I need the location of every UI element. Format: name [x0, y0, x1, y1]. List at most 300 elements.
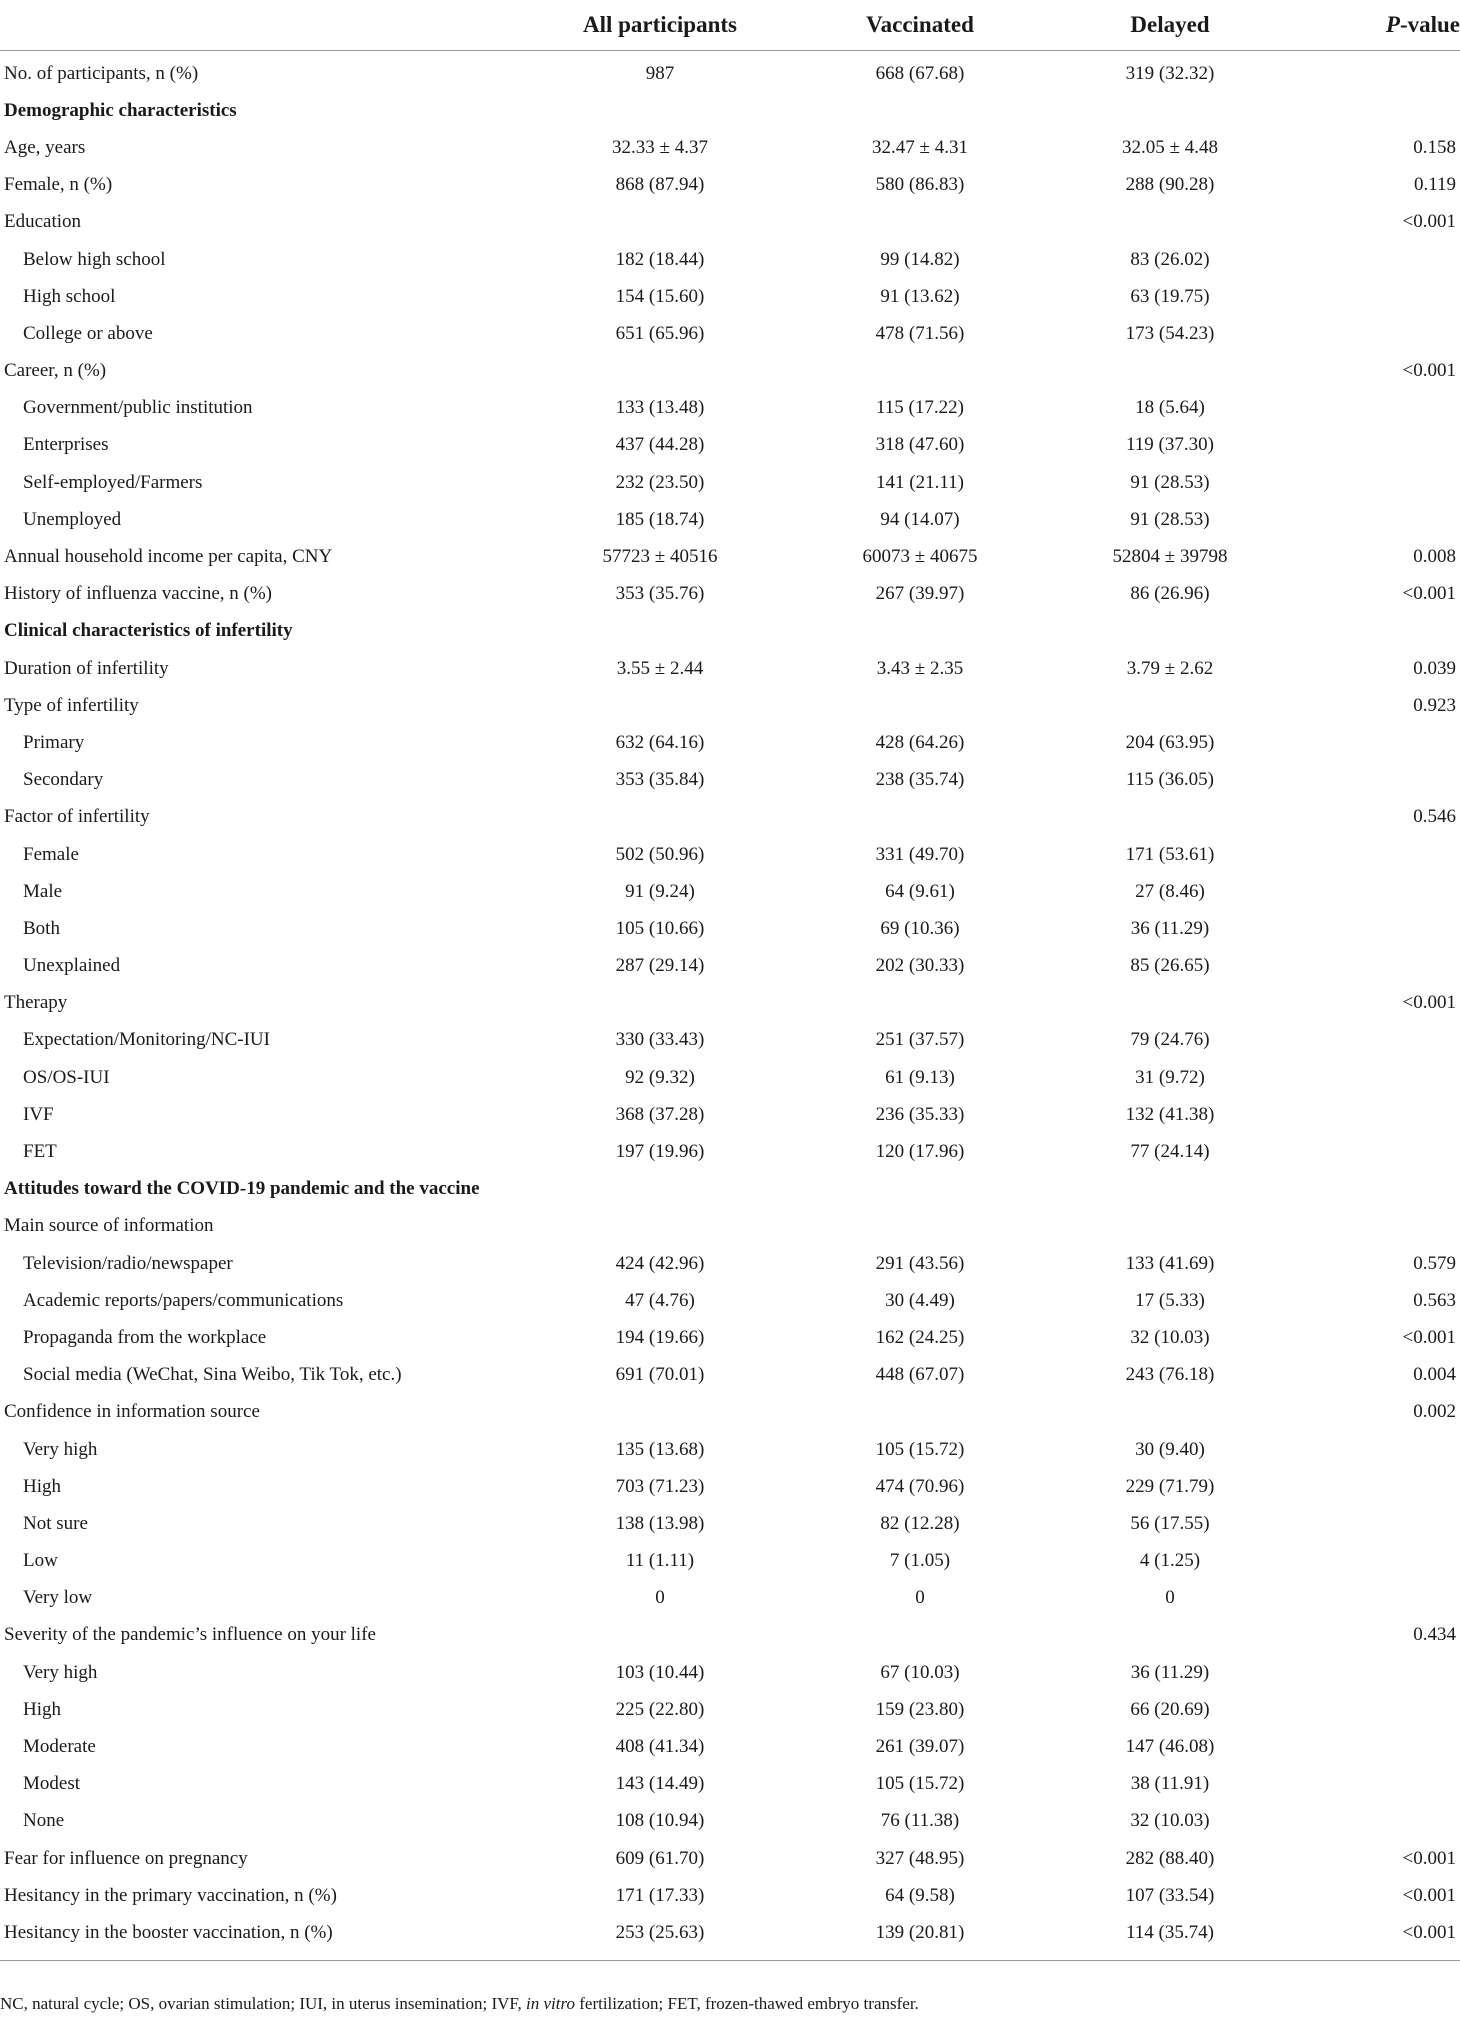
cell-delayed: 4 (1.25) [1139, 1550, 1201, 1572]
cell-vaccinated: 202 (30.33) [875, 955, 965, 977]
table-row [0, 129, 1460, 166]
cell-all-participants: 47 (4.76) [625, 1289, 695, 1311]
cell-vaccinated: 159 (23.80) [875, 1698, 965, 1720]
section-title: Demographic characteristics [4, 99, 237, 121]
cell-all-participants: 287 (29.14) [615, 955, 705, 977]
cell-vaccinated: 7 (1.05) [889, 1550, 951, 1572]
table-row [0, 1691, 1460, 1728]
cell-delayed [1045, 1208, 1295, 1245]
row-label: Confidence in information source [4, 1401, 260, 1423]
cell-p-value [1295, 1059, 1460, 1096]
cell-all-participants: 57723 ± 40516 [602, 546, 718, 568]
cell-all-participants: 225 (22.80) [615, 1698, 705, 1720]
table-row [0, 353, 1460, 390]
cell-delayed: 132 (41.38) [1125, 1103, 1215, 1125]
cell-p-value: 0.039 [1413, 657, 1456, 679]
table-row [0, 1617, 1460, 1654]
row-label: Hesitancy in the booster vaccination, n (%) [0, 1914, 525, 1960]
cell-delayed [1045, 799, 1295, 836]
table-row [0, 315, 1460, 352]
table-row [0, 1319, 1460, 1356]
cell-vaccinated [795, 1208, 1045, 1245]
table-row [0, 501, 1460, 538]
cell-all-participants: 3.55 ± 2.44 [616, 657, 704, 679]
cell-all-participants: 11 (1.11) [625, 1550, 695, 1572]
cell-p-value: <0.001 [1402, 992, 1456, 1014]
table-row [0, 427, 1460, 464]
cell-delayed [1045, 985, 1295, 1022]
table-row [0, 724, 1460, 761]
row-label: Very high [23, 1661, 98, 1683]
cell-vaccinated: 474 (70.96) [875, 1475, 965, 1497]
cell-p-value [1295, 873, 1460, 910]
cell-delayed [1045, 353, 1295, 390]
header-label [0, 0, 525, 51]
cell-vaccinated: 428 (64.26) [875, 731, 965, 753]
cell-all-participants: 92 (9.32) [625, 1066, 695, 1088]
header-vaccinated: Vaccinated [795, 0, 1045, 51]
cell-all-participants: 353 (35.76) [615, 583, 705, 605]
cell-vaccinated [795, 1617, 1045, 1654]
cell-all-participants [525, 985, 795, 1022]
footnote-italic: in vitro [526, 1994, 575, 2013]
cell-vaccinated: 580 (86.83) [875, 174, 965, 196]
cell-delayed [1045, 1394, 1295, 1431]
cell-p-value: <0.001 [1402, 1847, 1456, 1869]
cell-p-value: 0.563 [1413, 1289, 1456, 1311]
cell-all-participants [525, 353, 795, 390]
cell-all-participants: 408 (41.34) [615, 1736, 705, 1758]
row-label: Age, years [4, 136, 86, 158]
table-row [0, 1282, 1460, 1319]
cell-vaccinated: 0 [915, 1587, 925, 1609]
cell-all-participants: 703 (71.23) [615, 1475, 705, 1497]
cell-vaccinated: 162 (24.25) [875, 1326, 965, 1348]
table-row [0, 390, 1460, 427]
cell-delayed: 3.79 ± 2.62 [1126, 657, 1214, 679]
cell-vaccinated [795, 204, 1045, 241]
row-label: Not sure [23, 1512, 88, 1534]
cell-delayed: 85 (26.65) [1130, 955, 1210, 977]
cell-p-value [1295, 1766, 1460, 1803]
cell-all-participants: 108 (10.94) [615, 1810, 705, 1832]
table-row [0, 1096, 1460, 1133]
cell-delayed: 32 (10.03) [1130, 1326, 1210, 1348]
cell-vaccinated: 67 (10.03) [880, 1661, 960, 1683]
cell-vaccinated: 668 (67.68) [875, 62, 965, 84]
table-row [0, 1357, 1460, 1394]
cell-p-value [1295, 762, 1460, 799]
cell-vaccinated: 251 (37.57) [875, 1029, 965, 1051]
cell-delayed: 18 (5.64) [1135, 397, 1205, 419]
table-row [0, 1580, 1460, 1617]
cell-delayed: 36 (11.29) [1130, 917, 1210, 939]
cell-p-value [1295, 1728, 1460, 1765]
table-row [0, 687, 1460, 724]
cell-p-value [1295, 1654, 1460, 1691]
cell-p-value [1295, 836, 1460, 873]
header-p-italic: P [1385, 12, 1400, 37]
row-label: Hesitancy in the primary vaccination, n (%) [4, 1884, 337, 1906]
section-header-row [0, 92, 1460, 129]
cell-delayed: 119 (37.30) [1126, 434, 1214, 456]
cell-p-value: <0.001 [1295, 1914, 1460, 1960]
row-label: OS/OS-IUI [23, 1066, 110, 1088]
cell-all-participants: 868 (87.94) [615, 174, 705, 196]
row-label: Moderate [23, 1736, 96, 1758]
cell-vaccinated: 99 (14.82) [880, 248, 960, 270]
cell-delayed: 32 (10.03) [1130, 1810, 1210, 1832]
cell-p-value [1295, 1543, 1460, 1580]
cell-p-value [1295, 464, 1460, 501]
cell-vaccinated: 94 (14.07) [880, 508, 960, 530]
table-footnote [0, 1994, 1460, 2014]
cell-all-participants: 502 (50.96) [615, 843, 705, 865]
cell-delayed [1045, 687, 1295, 724]
cell-delayed: 115 (36.05) [1126, 769, 1214, 791]
cell-vaccinated: 120 (17.96) [875, 1141, 965, 1163]
cell-p-value: 0.008 [1413, 546, 1456, 568]
header-delayed: Delayed [1045, 0, 1295, 51]
cell-all-participants: 253 (25.63) [525, 1914, 795, 1960]
row-label: Self-employed/Farmers [23, 471, 203, 493]
cell-delayed: 83 (26.02) [1130, 248, 1210, 270]
footnote-text-a: NC, natural cycle; OS, ovarian stimulation; IUI, in uterus insemination; IVF, [0, 1994, 527, 2013]
cell-vaccinated: 105 (15.72) [875, 1438, 965, 1460]
cell-delayed: 171 (53.61) [1125, 843, 1215, 865]
cell-all-participants: 232 (23.50) [615, 471, 705, 493]
row-label: Main source of information [4, 1215, 214, 1237]
cell-p-value: 0.158 [1413, 136, 1456, 158]
table-row [0, 1394, 1460, 1431]
cell-p-value [1295, 1431, 1460, 1468]
cell-all-participants: 182 (18.44) [615, 248, 705, 270]
cell-delayed: 133 (41.69) [1125, 1252, 1215, 1274]
row-label: Primary [23, 731, 85, 753]
row-label: Academic reports/papers/communications [23, 1289, 344, 1311]
cell-all-participants: 91 (9.24) [625, 880, 695, 902]
footnote-text-b: fertilization; FET, frozen-thawed embryo transfer. [574, 1994, 919, 2013]
table-row [0, 464, 1460, 501]
cell-delayed: 32.05 ± 4.48 [1122, 136, 1218, 158]
row-label: High school [23, 285, 116, 307]
cell-delayed: 63 (19.75) [1130, 285, 1210, 307]
row-label: FET [23, 1141, 57, 1163]
cell-vaccinated: 478 (71.56) [875, 322, 965, 344]
row-label: Below high school [23, 248, 166, 270]
cell-delayed: 229 (71.79) [1125, 1475, 1215, 1497]
cell-all-participants: 0 [655, 1587, 665, 1609]
cell-p-value: 0.119 [1413, 174, 1456, 196]
cell-delayed: 288 (90.28) [1125, 174, 1215, 196]
row-label: Education [4, 211, 82, 233]
row-label: None [23, 1810, 65, 1832]
cell-vaccinated [795, 985, 1045, 1022]
cell-all-participants [525, 204, 795, 241]
cell-p-value: 0.579 [1413, 1252, 1456, 1274]
table-row [0, 1728, 1460, 1765]
cell-vaccinated: 318 (47.60) [875, 434, 965, 456]
row-label: Very high [23, 1438, 98, 1460]
header-row [0, 0, 1460, 51]
table-header [0, 0, 1460, 51]
cell-vaccinated: 236 (35.33) [875, 1103, 965, 1125]
cell-p-value [1295, 501, 1460, 538]
table-row [0, 576, 1460, 613]
cell-all-participants: 138 (13.98) [615, 1512, 705, 1534]
cell-p-value [1295, 1208, 1460, 1245]
cell-vaccinated: 82 (12.28) [880, 1512, 960, 1534]
cell-p-value [1295, 51, 1460, 93]
table-row [0, 1505, 1460, 1542]
header-p-rest: -value [1399, 12, 1460, 37]
row-label: Propaganda from the workplace [23, 1326, 267, 1348]
cell-p-value: <0.001 [1402, 1884, 1456, 1906]
cell-all-participants [525, 1394, 795, 1431]
cell-vaccinated: 331 (49.70) [875, 843, 965, 865]
cell-all-participants: 32.33 ± 4.37 [612, 136, 708, 158]
cell-vaccinated [795, 687, 1045, 724]
row-label: Therapy [4, 992, 68, 1014]
cell-p-value [1295, 1505, 1460, 1542]
row-label: Male [23, 880, 63, 902]
cell-delayed: 79 (24.76) [1130, 1029, 1210, 1051]
cell-vaccinated: 61 (9.13) [885, 1066, 955, 1088]
header-p-value [1295, 0, 1460, 51]
table-row [0, 1654, 1460, 1691]
table-row [0, 1803, 1460, 1840]
header-all-participants: All participants [525, 0, 795, 51]
cell-delayed: 173 (54.23) [1125, 322, 1215, 344]
table-row [0, 1543, 1460, 1580]
table-row [0, 873, 1460, 910]
table-row [0, 799, 1460, 836]
table-row [0, 167, 1460, 204]
row-label: Female [23, 843, 79, 865]
row-label: Severity of the pandemic’s influence on your life [4, 1624, 376, 1646]
table-row [0, 762, 1460, 799]
cell-vaccinated: 69 (10.36) [880, 917, 960, 939]
cell-delayed: 204 (63.95) [1125, 731, 1215, 753]
cell-p-value [1295, 315, 1460, 352]
table-row [0, 538, 1460, 575]
cell-delayed: 30 (9.40) [1135, 1438, 1205, 1460]
row-label: Television/radio/newspaper [23, 1252, 233, 1274]
cell-all-participants [525, 687, 795, 724]
cell-p-value [1295, 1468, 1460, 1505]
cell-p-value [1295, 1133, 1460, 1170]
table-row [0, 1059, 1460, 1096]
row-label: Fear for influence on pregnancy [4, 1847, 248, 1869]
cell-vaccinated: 291 (43.56) [875, 1252, 965, 1274]
cell-delayed: 282 (88.40) [1125, 1847, 1215, 1869]
cell-vaccinated: 3.43 ± 2.35 [876, 657, 964, 679]
cell-delayed: 27 (8.46) [1135, 880, 1205, 902]
cell-p-value: 0.923 [1413, 694, 1456, 716]
cell-p-value: 0.004 [1413, 1364, 1456, 1386]
cell-delayed: 91 (28.53) [1130, 471, 1210, 493]
cell-delayed: 77 (24.14) [1130, 1141, 1210, 1163]
cell-vaccinated: 141 (21.11) [876, 471, 964, 493]
cell-all-participants [525, 1208, 795, 1245]
row-label: Annual household income per capita, CNY [4, 546, 333, 568]
cell-p-value [1295, 910, 1460, 947]
cell-vaccinated: 105 (15.72) [875, 1773, 965, 1795]
row-label: Unemployed [23, 508, 122, 530]
cell-vaccinated: 261 (39.07) [875, 1736, 965, 1758]
cell-p-value [1295, 948, 1460, 985]
table-row [0, 1468, 1460, 1505]
cell-delayed: 147 (46.08) [1125, 1736, 1215, 1758]
cell-all-participants: 197 (19.96) [615, 1141, 705, 1163]
cell-vaccinated: 327 (48.95) [875, 1847, 965, 1869]
cell-all-participants: 353 (35.84) [615, 769, 705, 791]
cell-p-value [1295, 278, 1460, 315]
row-label: Factor of infertility [4, 806, 150, 828]
cell-vaccinated [795, 799, 1045, 836]
cell-all-participants: 143 (14.49) [615, 1773, 705, 1795]
table-row [0, 985, 1460, 1022]
cell-p-value [1295, 390, 1460, 427]
cell-p-value [1295, 1022, 1460, 1059]
cell-delayed: 0 [1165, 1587, 1175, 1609]
cell-delayed: 36 (11.29) [1130, 1661, 1210, 1683]
cell-all-participants: 105 (10.66) [615, 917, 705, 939]
table-row [0, 51, 1460, 93]
cell-delayed: 66 (20.69) [1130, 1698, 1210, 1720]
row-label: IVF [23, 1103, 54, 1125]
row-label: High [23, 1475, 61, 1497]
row-label: No. of participants, n (%) [4, 62, 199, 84]
row-label: Social media (WeChat, Sina Weibo, Tik Tok, etc.) [23, 1364, 402, 1386]
table-row [0, 1914, 1460, 1960]
cell-all-participants: 135 (13.68) [615, 1438, 705, 1460]
table-row [0, 241, 1460, 278]
row-label: Female, n (%) [4, 174, 113, 196]
row-label: Duration of infertility [4, 657, 169, 679]
cell-p-value [1295, 724, 1460, 761]
cell-all-participants [525, 1617, 795, 1654]
table-row [0, 204, 1460, 241]
cell-vaccinated: 238 (35.74) [875, 769, 965, 791]
row-label: Enterprises [23, 434, 109, 456]
table-row [0, 1245, 1460, 1282]
cell-all-participants: 632 (64.16) [615, 731, 705, 753]
cell-delayed: 91 (28.53) [1130, 508, 1210, 530]
cell-all-participants: 171 (17.33) [615, 1884, 705, 1906]
row-label: Career, n (%) [4, 360, 107, 382]
cell-vaccinated: 139 (20.81) [795, 1914, 1045, 1960]
cell-delayed: 243 (76.18) [1125, 1364, 1215, 1386]
cell-p-value [1295, 241, 1460, 278]
cell-vaccinated [795, 1394, 1045, 1431]
cell-delayed: 107 (33.54) [1125, 1884, 1215, 1906]
row-label: College or above [23, 322, 153, 344]
cell-delayed: 114 (35.74) [1045, 1914, 1295, 1960]
cell-delayed: 17 (5.33) [1135, 1289, 1205, 1311]
cell-p-value: 0.434 [1413, 1624, 1456, 1646]
row-label: Both [23, 917, 60, 939]
cell-all-participants: 185 (18.74) [615, 508, 705, 530]
cell-delayed [1045, 204, 1295, 241]
cell-delayed: 56 (17.55) [1130, 1512, 1210, 1534]
cell-all-participants: 437 (44.28) [615, 434, 705, 456]
table-row [0, 1766, 1460, 1803]
cell-p-value: <0.001 [1402, 583, 1456, 605]
table-row [0, 1431, 1460, 1468]
cell-delayed [1045, 1617, 1295, 1654]
cell-p-value: <0.001 [1402, 360, 1456, 382]
cell-all-participants: 424 (42.96) [615, 1252, 705, 1274]
cell-all-participants: 651 (65.96) [615, 322, 705, 344]
cell-p-value: <0.001 [1402, 211, 1456, 233]
row-label: Secondary [23, 769, 104, 791]
cell-vaccinated [795, 353, 1045, 390]
table-row [0, 1022, 1460, 1059]
table-row [0, 1877, 1460, 1914]
cell-vaccinated: 30 (4.49) [885, 1289, 955, 1311]
cell-all-participants: 691 (70.01) [615, 1364, 705, 1386]
cell-p-value: 0.002 [1413, 1401, 1456, 1423]
cell-vaccinated: 448 (67.07) [875, 1364, 965, 1386]
cell-p-value [1295, 1691, 1460, 1728]
cell-vaccinated: 64 (9.58) [885, 1884, 955, 1906]
cell-vaccinated: 267 (39.97) [875, 583, 965, 605]
cell-vaccinated: 115 (17.22) [876, 397, 964, 419]
table-row [0, 1133, 1460, 1170]
cell-all-participants: 103 (10.44) [615, 1661, 705, 1683]
cell-delayed: 31 (9.72) [1135, 1066, 1205, 1088]
cell-all-participants: 368 (37.28) [615, 1103, 705, 1125]
table-body [0, 51, 1460, 1961]
section-title: Clinical characteristics of infertility [4, 620, 293, 642]
table-row [0, 948, 1460, 985]
cell-delayed: 38 (11.91) [1130, 1773, 1210, 1795]
cell-vaccinated: 76 (11.38) [880, 1810, 960, 1832]
row-label: Unexplained [23, 955, 121, 977]
cell-all-participants: 987 [645, 62, 675, 84]
cell-p-value [1295, 1803, 1460, 1840]
table-row [0, 910, 1460, 947]
row-label: Expectation/Monitoring/NC-IUI [23, 1029, 270, 1051]
row-label: Government/public institution [23, 397, 253, 419]
row-label: Low [23, 1550, 58, 1572]
cell-p-value [1295, 1096, 1460, 1133]
row-label: Very low [23, 1587, 93, 1609]
cell-delayed: 319 (32.32) [1125, 62, 1215, 84]
table-row [0, 650, 1460, 687]
section-header-row [0, 1171, 1460, 1208]
section-header-row [0, 613, 1460, 650]
table-row [0, 836, 1460, 873]
row-label: History of influenza vaccine, n (%) [4, 583, 273, 605]
cell-all-participants: 194 (19.66) [615, 1326, 705, 1348]
section-title: Attitudes toward the COVID-19 pandemic and the vaccine [4, 1178, 480, 1200]
cell-all-participants: 133 (13.48) [615, 397, 705, 419]
table-row [0, 1208, 1460, 1245]
table-row [0, 1840, 1460, 1877]
cell-vaccinated: 32.47 ± 4.31 [872, 136, 968, 158]
cell-all-participants: 154 (15.60) [615, 285, 705, 307]
cell-p-value: 0.546 [1413, 806, 1456, 828]
table-row [0, 278, 1460, 315]
cell-p-value [1295, 427, 1460, 464]
cell-all-participants: 609 (61.70) [615, 1847, 705, 1869]
cell-all-participants [525, 799, 795, 836]
cell-all-participants: 330 (33.43) [615, 1029, 705, 1051]
cell-delayed: 52804 ± 39798 [1112, 546, 1228, 568]
cell-p-value [1295, 1580, 1460, 1617]
